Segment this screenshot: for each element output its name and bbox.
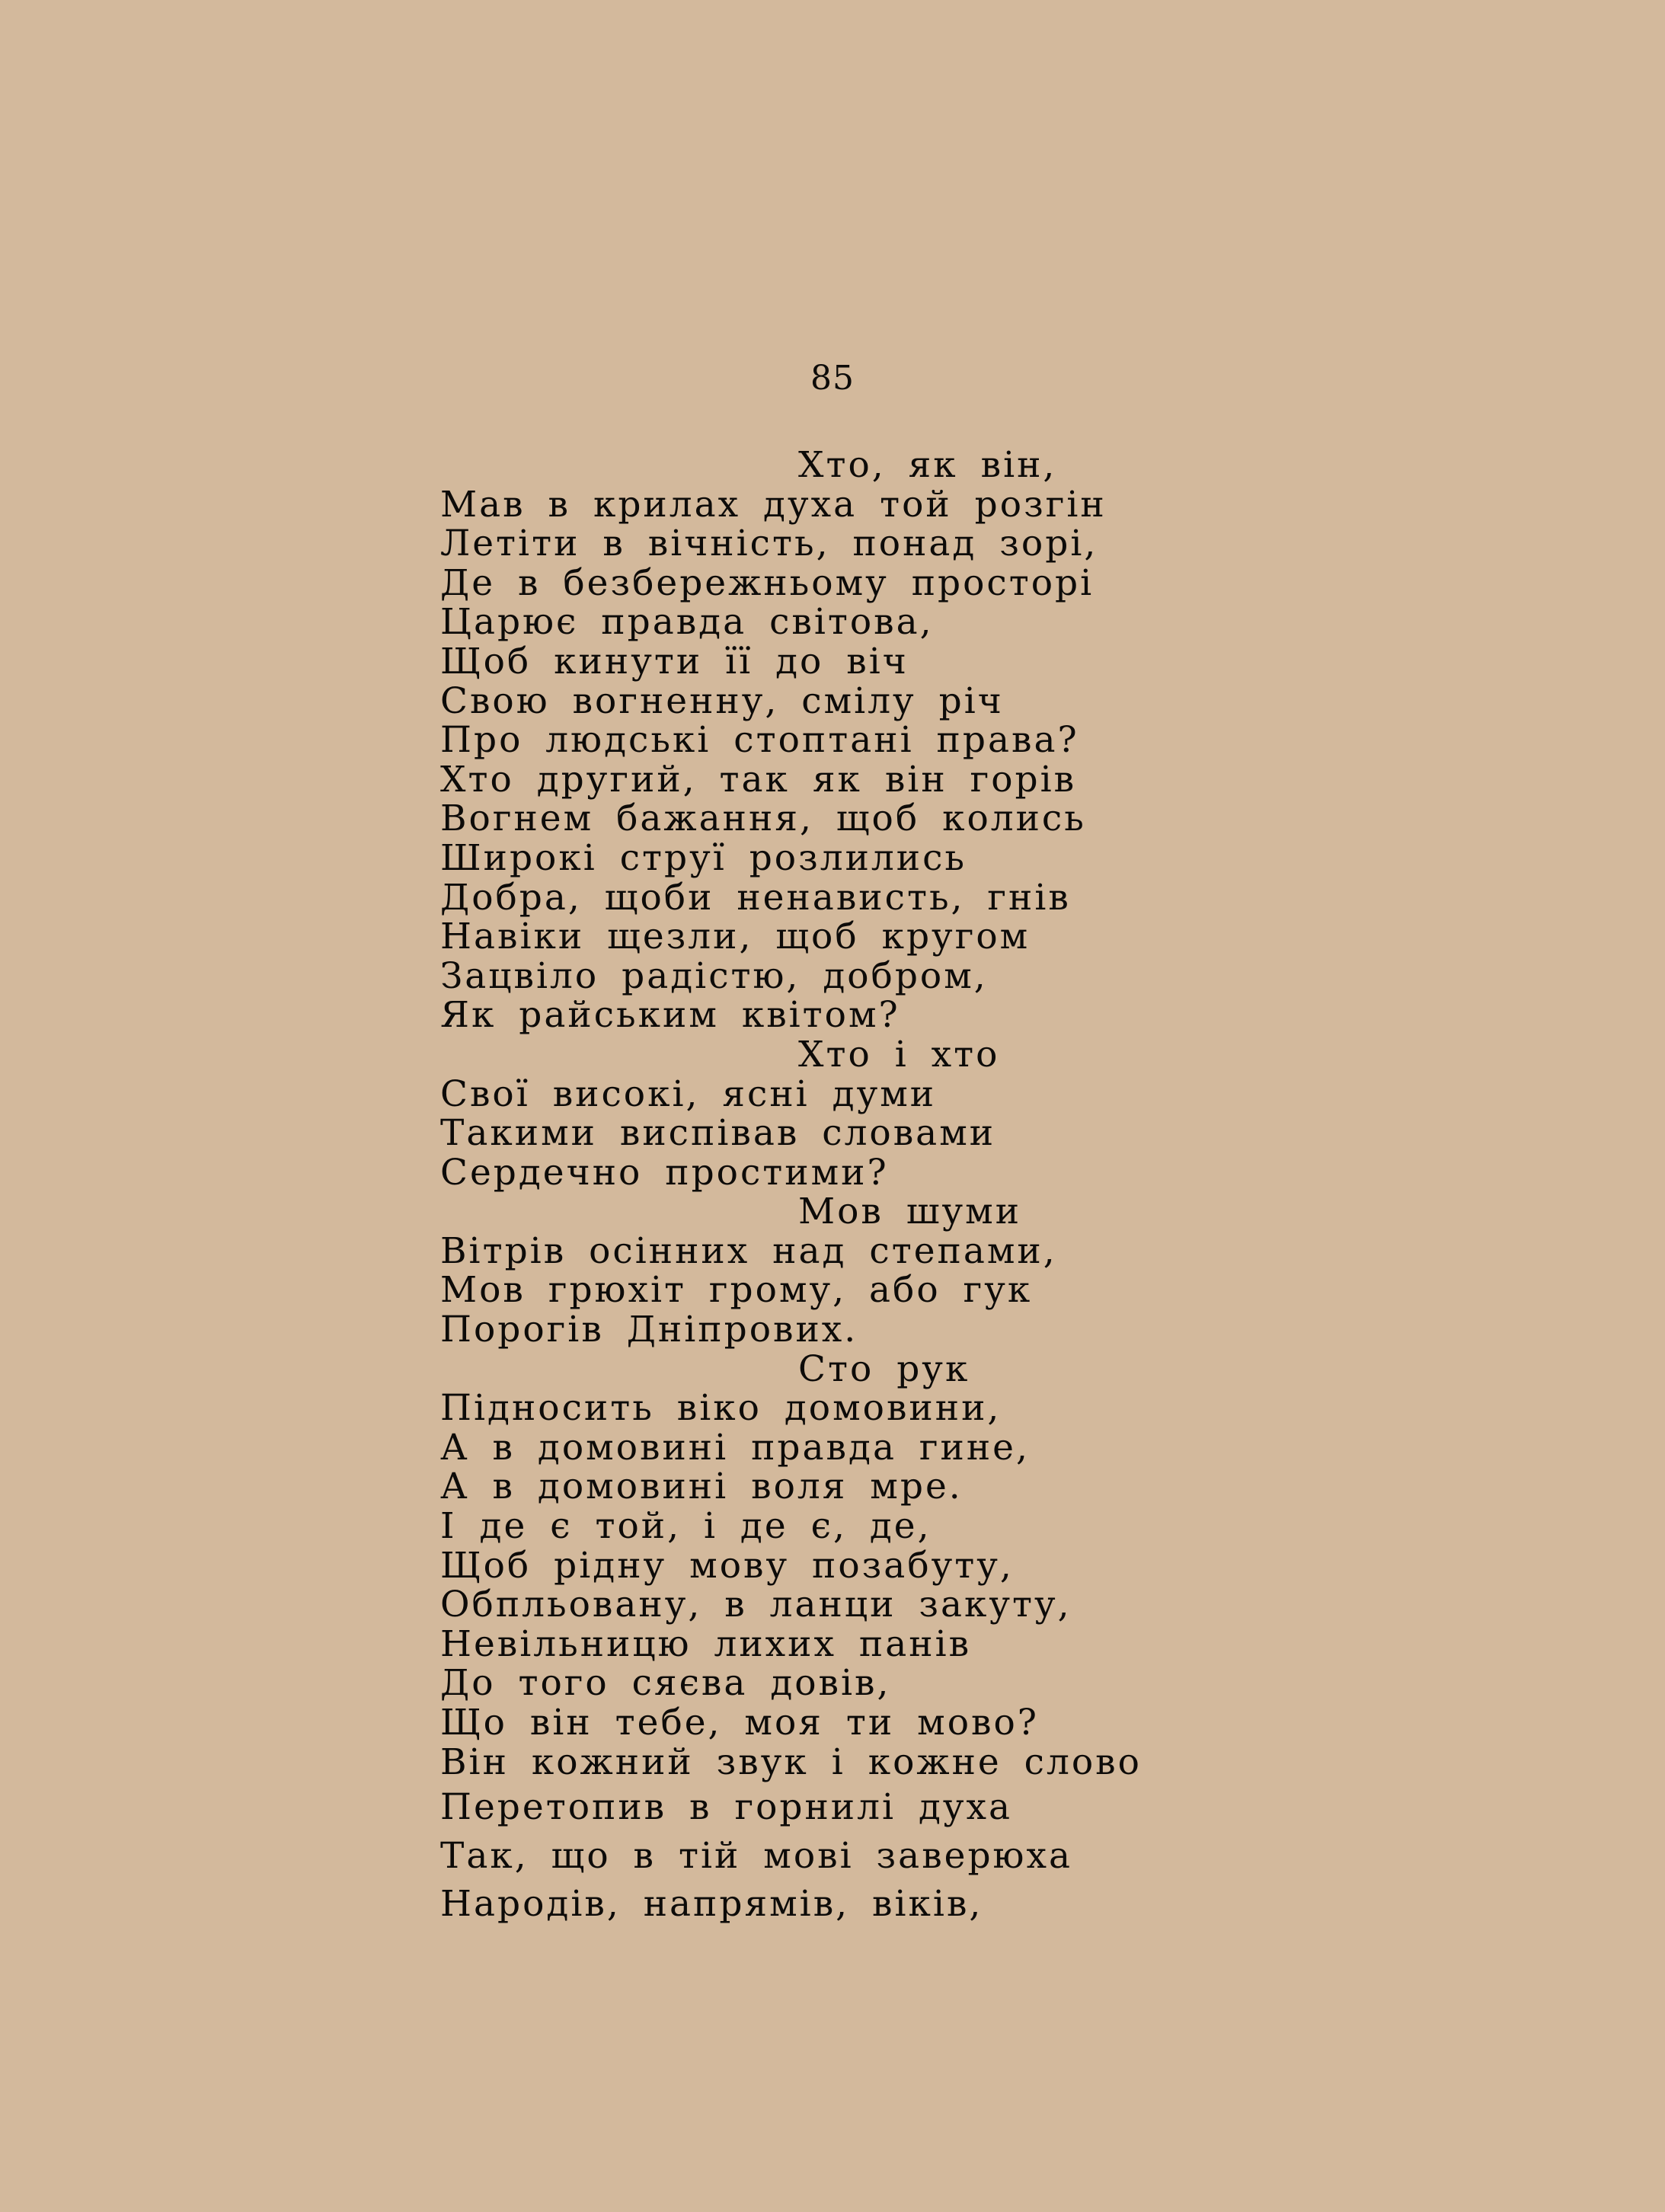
poem-text [440, 446, 1628, 1924]
poem-line: Зацвіло радістю, добром, [440, 954, 988, 997]
poem-line: І де є той, і де є, де, [440, 1505, 932, 1548]
poem-line: Мов шуми [798, 1191, 1022, 1233]
poem-line: Щоб кинути її до віч [440, 640, 909, 682]
poem-line: Як райським квітом? [440, 994, 900, 1037]
poem-line: Народів, напрямів, віків, [440, 1883, 983, 1926]
poem-line: Обпльовану, в ланци закуту, [440, 1584, 1072, 1626]
poem-line: А в домовині правда гине, [440, 1426, 1030, 1469]
poem-line: Про людські стоптані права? [440, 719, 1079, 762]
poem-line: Він кожний звук і кожне слово [440, 1741, 1142, 1783]
poem-line: Вітрів осінних над степами, [440, 1229, 1057, 1272]
poem-line: До того сяєва довів, [440, 1662, 891, 1705]
poem-line: Підносить віко домовини, [440, 1387, 1002, 1430]
page-number: 85 [810, 359, 855, 398]
poem-line: Мав в крилах духа той розгін [440, 483, 1107, 526]
poem-line: Свою вогненну, смілу річ [440, 679, 1004, 722]
poem-line: Так, що в тій мові заверюха [440, 1834, 1073, 1877]
poem-line: А в домовині воля мре. [440, 1466, 963, 1508]
poem-line: Щоб рідну мову позабуту, [440, 1544, 1014, 1587]
poem-line: Мов грюхіт грому, або гук [440, 1269, 1033, 1312]
poem-line: Що він тебе, моя ти мово? [440, 1702, 1039, 1744]
poem-line: Порогів Дніпрових. [440, 1309, 858, 1351]
poem-line: Перетопив в горнилі духа [440, 1786, 1013, 1829]
poem-line: Навіки щезли, щоб кругом [440, 916, 1031, 958]
poem-line: Де в безбережньому просторі [440, 561, 1095, 604]
poem-line: Царює правда світова, [440, 601, 934, 644]
poem-line: Хто, як він, [798, 444, 1057, 486]
poem-line: Свої високі, ясні думи [440, 1072, 937, 1115]
poem-line: Сердечно простими? [440, 1151, 889, 1194]
poem-line: Широкі струї розлились [440, 836, 967, 879]
poem-line: Хто і хто [798, 1033, 1000, 1076]
poem-line: Такими виспівав словами [440, 1112, 996, 1155]
poem-line: Добра, щоби ненависть, гнів [440, 876, 1071, 919]
poem-line: Невільницю лихих панів [440, 1622, 972, 1665]
poem-line: Вогнем бажання, щоб колись [440, 798, 1086, 840]
poem-line: Хто другий, так як він горів [440, 758, 1077, 801]
poem-line: Сто рук [798, 1347, 970, 1390]
poem-line: Летіти в вічність, понад зорі, [440, 523, 1098, 565]
